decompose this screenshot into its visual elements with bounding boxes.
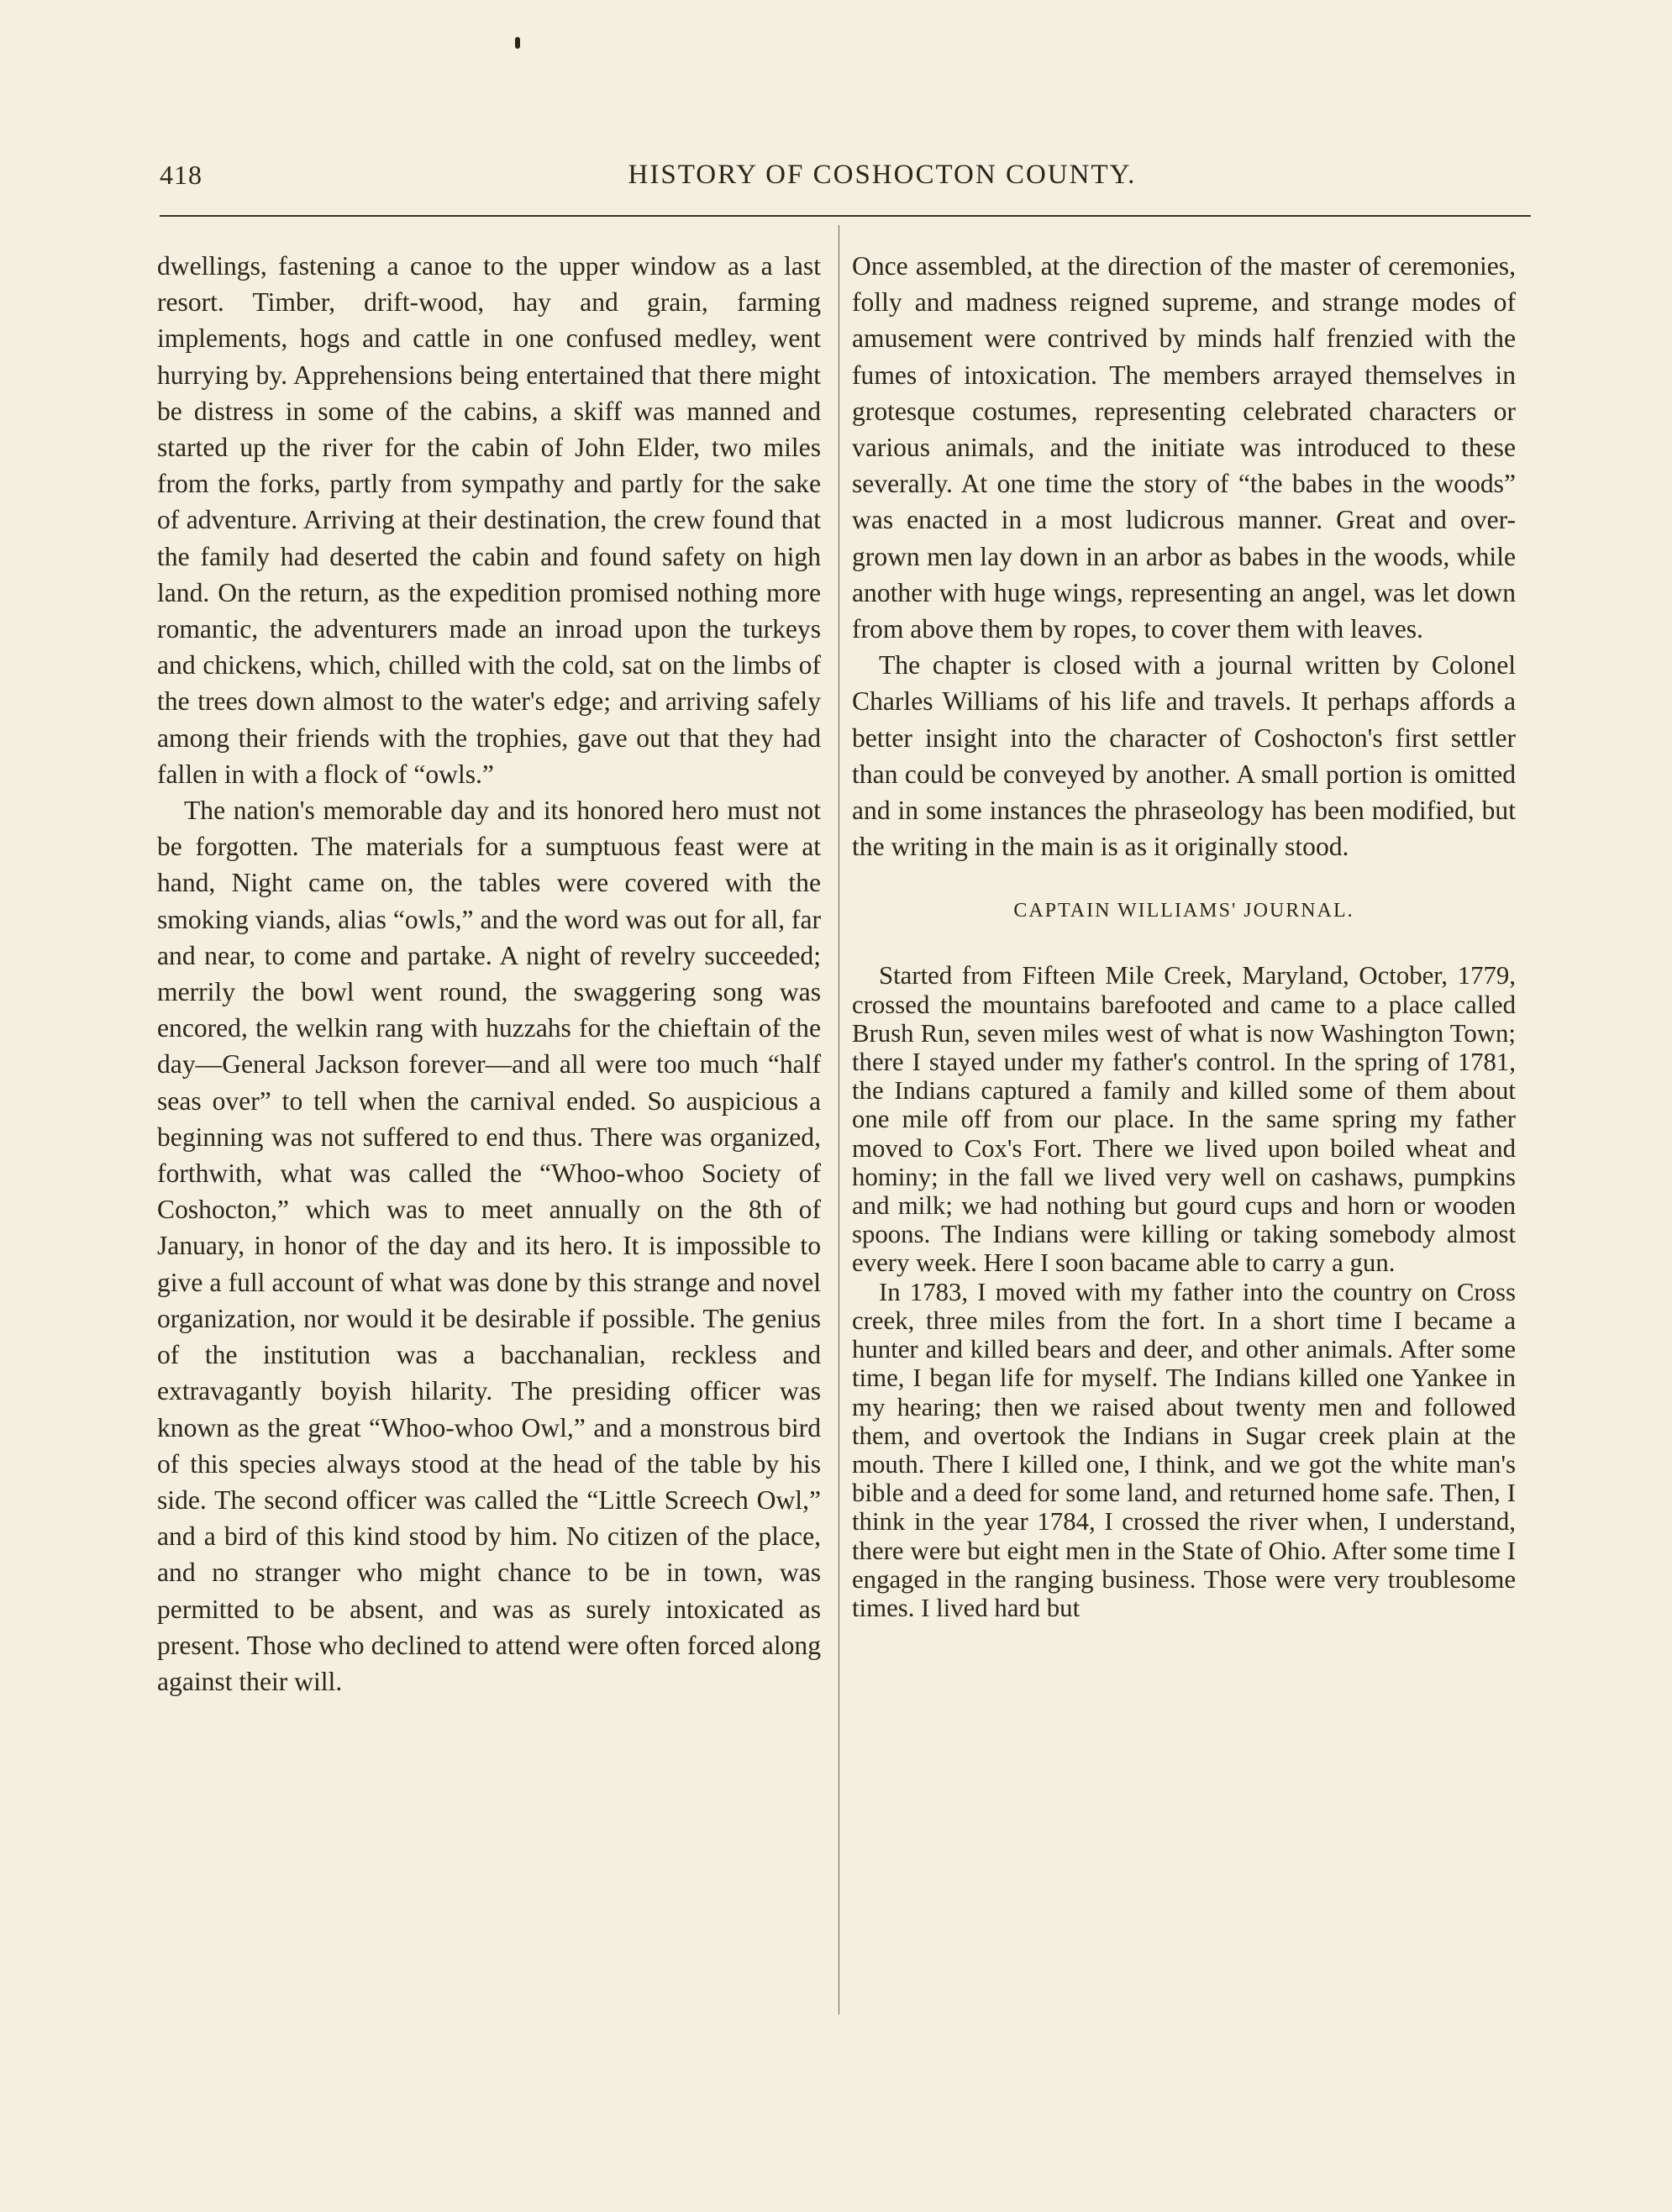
header-rule	[160, 215, 1531, 217]
running-head: HISTORY OF COSHOCTON COUNTY.	[628, 160, 1137, 190]
page-header	[160, 160, 1538, 197]
ink-speck	[515, 37, 520, 49]
journal-paragraph: In 1783, I moved with my father into the country on Cross creek, three miles from the fort. In a short time I became a hunter and killed bears and deer, and other animals. After some time, I began life for myself. The Indians killed one Yankee in my hearing; then we raised about twenty men and followed them, and overtook the Indians in Sugar creek plain at the mouth. There I killed one, I think, and we got the white man's bible and a deed for some land, and returned home safe. Then, I think in the year 1784, I crossed the river when, I understand, there were but eight men in the State of Ohio. After some time I engaged in the ranging business. Those were very troublesome times. I lived hard but	[852, 1277, 1516, 1622]
paragraph: dwellings, fastening a canoe to the upper window as a last resort. Timber, drift-wood, hay and grain, farming implements, hogs and cattle in one confused medley, went hurrying by. Apprehensions being entertained that there might be distress in some of the cabins, a skiff was manned and started up the river for the cabin of John Elder, two miles from the forks, partly from sympathy and partly for the sake of adventure. Arriving at their destination, the crew found that the family had deserted the cabin and found safety on high land. On the return, as the expedition promised nothing more romantic, the adventurers made an inroad upon the turkeys and chickens, which, chilled with the cold, sat on the limbs of the trees down almost to the water's edge; and arriving safely among their friends with the trophies, gave out that they had fallen in with a flock of “owls.”	[157, 251, 821, 789]
page-number: 418	[160, 160, 202, 190]
section-heading: CAPTAIN WILLIAMS' JOURNAL.	[1013, 900, 1354, 922]
journal-text	[852, 961, 1516, 1622]
right-column	[852, 248, 1516, 1622]
paragraph: The chapter is closed with a journal written by Colonel Charles Williams of his life and travels. It perhaps affords a better insight into the character of Coshocton's first settler than could be conveyed by another. A small portion is omitted and in some instances the phraseology has been modified, but the writing in the main is as it originally stood.	[852, 650, 1516, 862]
paragraph: The nation's memorable day and its honored hero must not be forgotten. The materials for a sumptuous feast were at hand, Night came on, the tables were covered with the smoking viands, alias “owls,” and the word was out for all, far and near, to come and partake. A night of revelry succeeded; merrily the bowl went round, the swaggering song was encored, the welkin rang with huzzahs for the chieftain of the day—General Jackson forever—and all were too much “half seas over” to tell when the carnival ended. So auspicious a beginning was not suffered to end thus. There was organized, forthwith, what was called the “Whoo-whoo Society of Coshocton,” which was to meet annually on the 8th of January, in honor of the day and its hero. It is impossible to give a full account of what was done by this strange and novel organization, nor would it be desirable if possible. The genius of the institution was a bacchanalian, reckless and extravagantly boyish hilarity. The presiding officer was known as the great “Whoo-whoo Owl,” and a monstrous bird of this species always stood at the head of the table by his side. The second officer was called the “Little Screech Owl,” and a bird of this kind stood by him. No citizen of the place, and no stranger who might chance to be in town, was permitted to be absent, and was as surely intoxicated as present. Those who declined to attend were often forced along against their will.	[157, 796, 821, 1696]
paragraph: Once assembled, at the direction of the master of ceremonies, folly and madness reigned supreme, and strange modes of amusement were contrived by minds half frenzied with the fumes of intoxication. The members arrayed themselves in grotesque costumes, representing celebrated characters or various animals, and the initiate was introduced to these severally. At one time the story of “the babes in the woods” was enacted in a most ludicrous manner. Great and over-grown men lay down in an arbor as babes in the woods, while another with huge wings, representing an angel, was let down from above them by ropes, to cover them with leaves.	[852, 251, 1516, 644]
journal-paragraph: Started from Fifteen Mile Creek, Maryland, October, 1779, crossed the mountains barefooted and came to a place called Brush Run, seven miles west of what is now Washington Town; there I stayed under my father's control. In the spring of 1781, the Indians captured a family and killed some of them about one mile off from our place. In the same spring my father moved to Cox's Fort. There we lived upon boiled wheat and hominy; in the fall we lived very well on cashaws, pumpkins and milk; we had nothing but gourd cups and horn or wooden spoons. The Indians were killing or taking somebody almost every week. Here I soon bacame able to carry a gun.	[852, 961, 1516, 1278]
left-column	[157, 248, 821, 1700]
